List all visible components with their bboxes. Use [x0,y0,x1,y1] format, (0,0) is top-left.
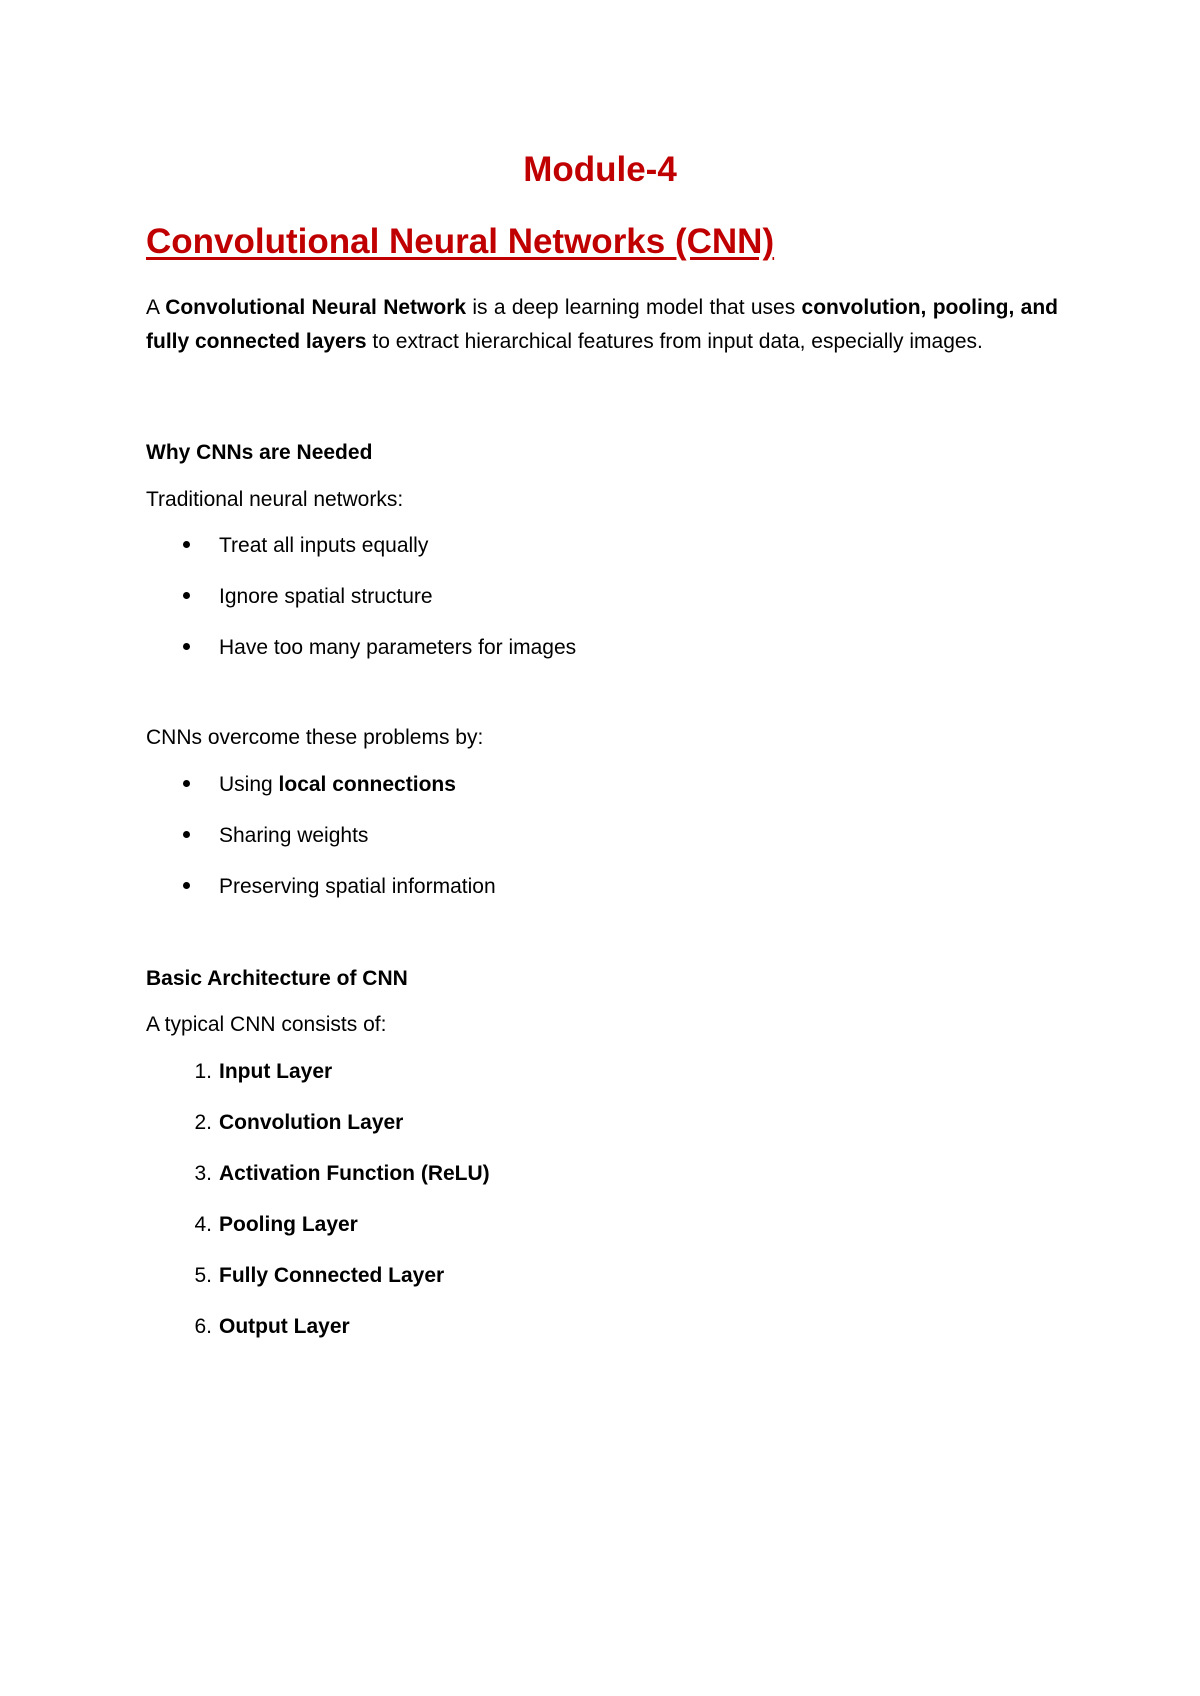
list-item-text: Output Layer [219,1315,350,1338]
list-item-text [219,771,456,799]
module-title: Module-4 [523,150,677,189]
intro-text-2: is a deep learning model that uses [466,296,802,319]
main-title: Convolutional Neural Networks (CNN) [146,222,775,261]
list-item-text: Sharing weights [219,824,369,847]
list-item-text: Fully Connected Layer [219,1264,445,1287]
list-item-text: Have too many parameters for images [219,636,577,659]
list-number: 5. [194,1264,212,1287]
architecture-label: A typical CNN consists of: [146,1013,387,1036]
list-item-bold: local connections [278,773,456,796]
why-heading: Why CNNs are Needed [146,441,373,464]
list-number: 3. [194,1162,212,1185]
list-item-text: Activation Function (ReLU) [219,1162,490,1185]
list-number: 6. [194,1315,212,1338]
intro-paragraph [146,291,1058,359]
overcome-label: CNNs overcome these problems by: [146,726,484,749]
bullet-marker [182,583,212,611]
list-item-text: Preserving spatial information [219,875,496,898]
traditional-label: Traditional neural networks: [146,488,404,511]
list-number: 2. [194,1111,212,1134]
list-item-text: Treat all inputs equally [219,534,429,557]
intro-text-1: A [146,296,166,319]
bullet-marker [182,771,212,799]
list-number: 1. [194,1060,212,1083]
intro-bold-2: convolution, pooling, and fully connected layers [146,296,1059,353]
list-item-text: Ignore spatial structure [219,585,433,608]
list-item-text: Input Layer [219,1060,333,1083]
list-item-text: Pooling Layer [219,1213,358,1236]
bullet-marker [182,873,212,901]
list-number: 4. [194,1213,212,1236]
list-item-prefix: Using [219,773,279,796]
intro-text-3: to extract hierarchical features from input data, especially images. [366,330,983,353]
architecture-heading: Basic Architecture of CNN [146,967,408,990]
bullet-marker [182,822,212,850]
bullet-marker [182,634,212,662]
intro-bold-1: Convolutional Neural Network [165,296,467,319]
bullet-marker [182,532,212,560]
list-item-text: Convolution Layer [219,1111,404,1134]
